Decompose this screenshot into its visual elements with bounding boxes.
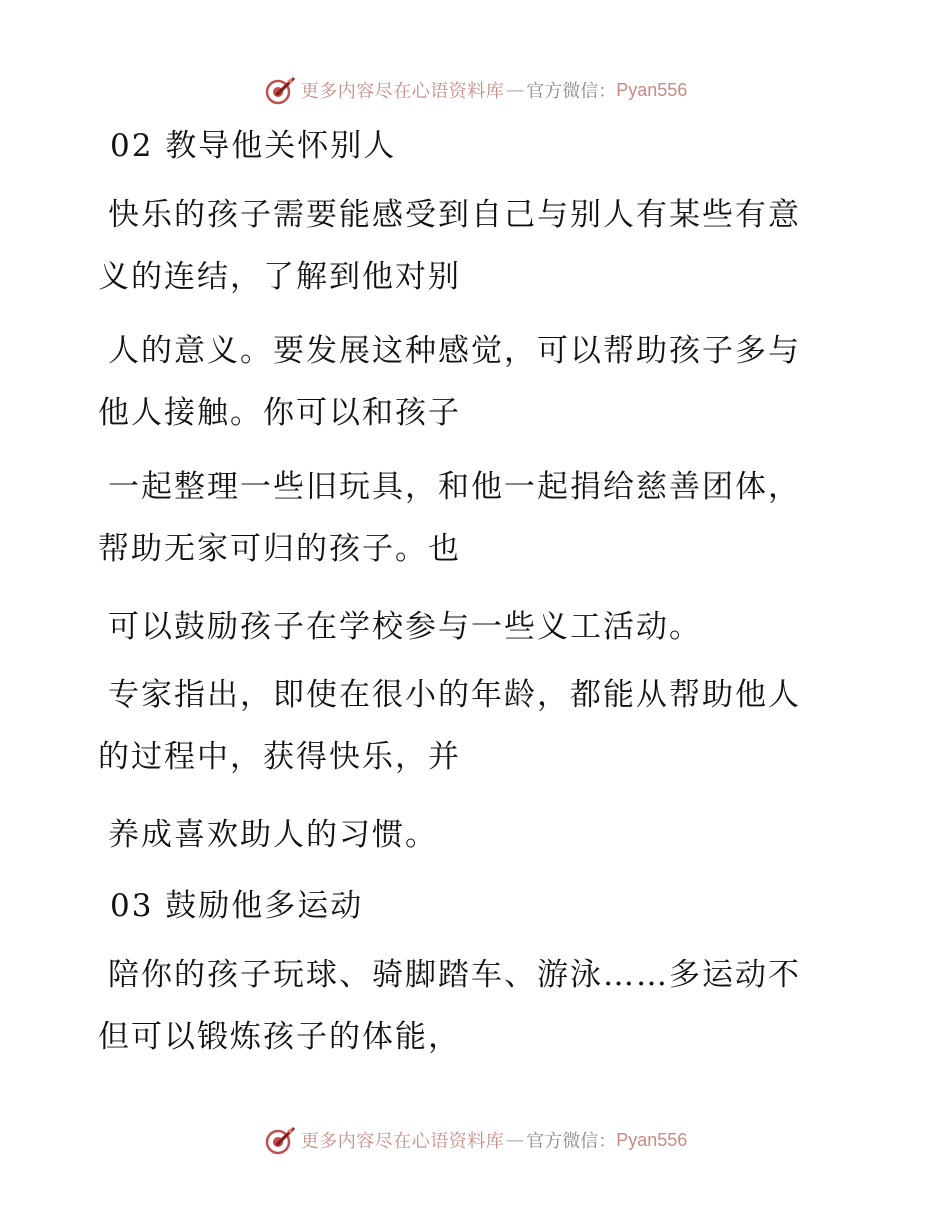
paragraph-5	[98, 664, 838, 788]
paragraph-3	[98, 456, 838, 580]
paragraph-line: 一起整理一些旧玩具，和他一起捐给慈善团体，	[108, 469, 801, 505]
paragraph-6: 养成喜欢助人的习惯。	[108, 817, 438, 853]
paragraph-line: 人的意义。要发展这种感觉，可以帮助孩子多与	[108, 333, 801, 369]
paragraph-line: 帮助无家可归的孩子。也	[98, 531, 461, 567]
watermark-wechat-id: Pyan556	[616, 79, 688, 100]
quill-logo-icon	[263, 73, 297, 107]
watermark-title: 更多内容尽在心语资料库	[300, 1131, 505, 1152]
watermark-title: 更多内容尽在心语资料库	[300, 81, 505, 102]
quill-logo-icon	[263, 1123, 297, 1157]
paragraph-line: 陪你的孩子玩球、骑脚踏车、游泳……多运动不	[108, 957, 801, 993]
paragraph-line: 义的连结，了解到他对别	[98, 259, 461, 295]
paragraph-line: 快乐的孩子需要能感受到自己与别人有某些有意	[108, 197, 801, 233]
paragraph-line: 但可以锻炼孩子的体能，	[98, 1019, 461, 1055]
section-heading-03: 03 鼓励他多运动	[110, 888, 364, 924]
section-heading-02: 02 教导他关怀别人	[110, 128, 397, 164]
watermark-wechat-label: 官方微信：	[526, 81, 617, 102]
watermark-separator: —	[506, 79, 525, 101]
document-body	[98, 112, 838, 1080]
paragraph-line: 他人接触。你可以和孩子	[98, 395, 461, 431]
paragraph-line: 的过程中，获得快乐，并	[98, 739, 461, 775]
paragraph-line: 专家指出，即使在很小的年龄，都能从帮助他人	[108, 677, 801, 713]
watermark-bottom	[0, 1120, 950, 1160]
paragraph-1	[98, 184, 838, 308]
watermark-separator: —	[506, 1129, 525, 1151]
watermark-wechat-label: 官方微信：	[526, 1131, 617, 1152]
paragraph-7	[98, 944, 838, 1068]
watermark-wechat-id: Pyan556	[616, 1129, 688, 1150]
watermark-top	[0, 70, 950, 110]
paragraph-4: 可以鼓励孩子在学校参与一些义工活动。	[108, 609, 702, 645]
paragraph-2	[98, 320, 838, 444]
